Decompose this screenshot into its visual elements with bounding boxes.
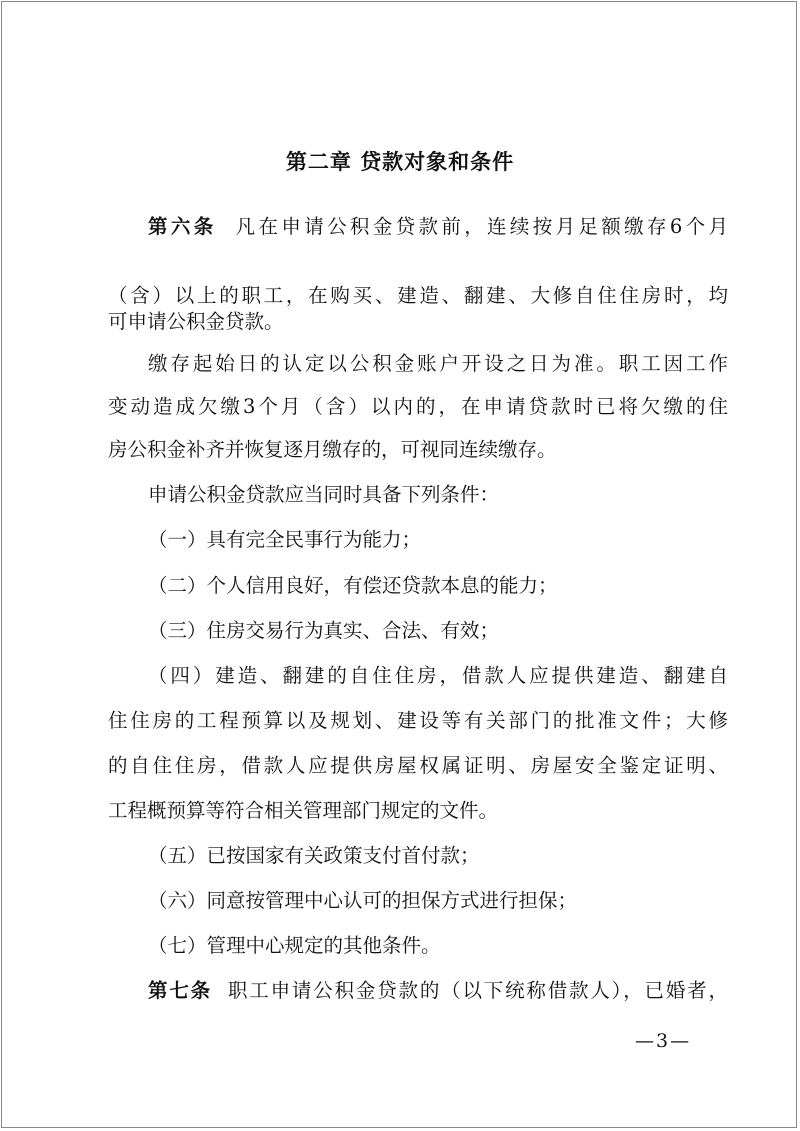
condition-4-line4: 工程概预算等符合相关管理部门规定的文件。 xyxy=(108,799,499,822)
condition-4-line2: 住住房的工程预算以及规划、建设等有关部门的批准文件；大修 xyxy=(108,709,728,732)
condition-1: （一）具有完全民事行为能力； xyxy=(148,528,422,551)
condition-4-line1: （四）建造、翻建的自住住房，借款人应提供建造、翻建自 xyxy=(148,664,728,687)
paragraph2-line2: 变动造成欠缴3个月（含）以内的，在申请贷款时已将欠缴的住 xyxy=(108,395,728,418)
article7-text1: 职工申请公积金贷款的（以下统称借款人），已婚者， xyxy=(227,979,728,1002)
condition-6: （六）同意按管理中心认可的担保方式进行担保； xyxy=(148,889,578,912)
condition-3: （三）住房交易行为真实、合法、有效； xyxy=(148,619,500,642)
paragraph2-line3: 房公积金补齐并恢复逐月缴存的，可视同连续缴存。 xyxy=(108,438,557,461)
condition-2: （二）个人信用良好，有偿还贷款本息的能力； xyxy=(148,574,558,597)
article6-label: 第六条 xyxy=(148,215,217,238)
article7-line1 xyxy=(148,977,728,1005)
condition-5: （五）已按国家有关政策支付首付款； xyxy=(148,844,480,867)
article6-line3: 可申请公积金贷款。 xyxy=(108,310,284,333)
condition-7: （七）管理中心规定的其他条件。 xyxy=(148,934,441,957)
article6-text1: 凡在申请公积金贷款前，连续按月足额缴存6个月 xyxy=(235,215,728,238)
article6-line2: （含）以上的职工，在购买、建造、翻建、大修自住住房时，均 xyxy=(108,284,728,307)
article6-line1 xyxy=(148,213,728,241)
chapter-title: 第二章 贷款对象和条件 xyxy=(285,150,515,174)
conditions-intro: 申请公积金贷款应当同时具备下列条件： xyxy=(148,483,500,506)
article7-label: 第七条 xyxy=(148,979,212,1002)
page-number: —3— xyxy=(635,1030,692,1052)
condition-4-line3: 的自住住房，借款人应提供房屋权属证明、房屋安全鉴定证明、 xyxy=(108,754,728,777)
paragraph2-line1: 缴存起始日的认定以公积金账户开设之日为准。职工因工作 xyxy=(148,352,728,375)
